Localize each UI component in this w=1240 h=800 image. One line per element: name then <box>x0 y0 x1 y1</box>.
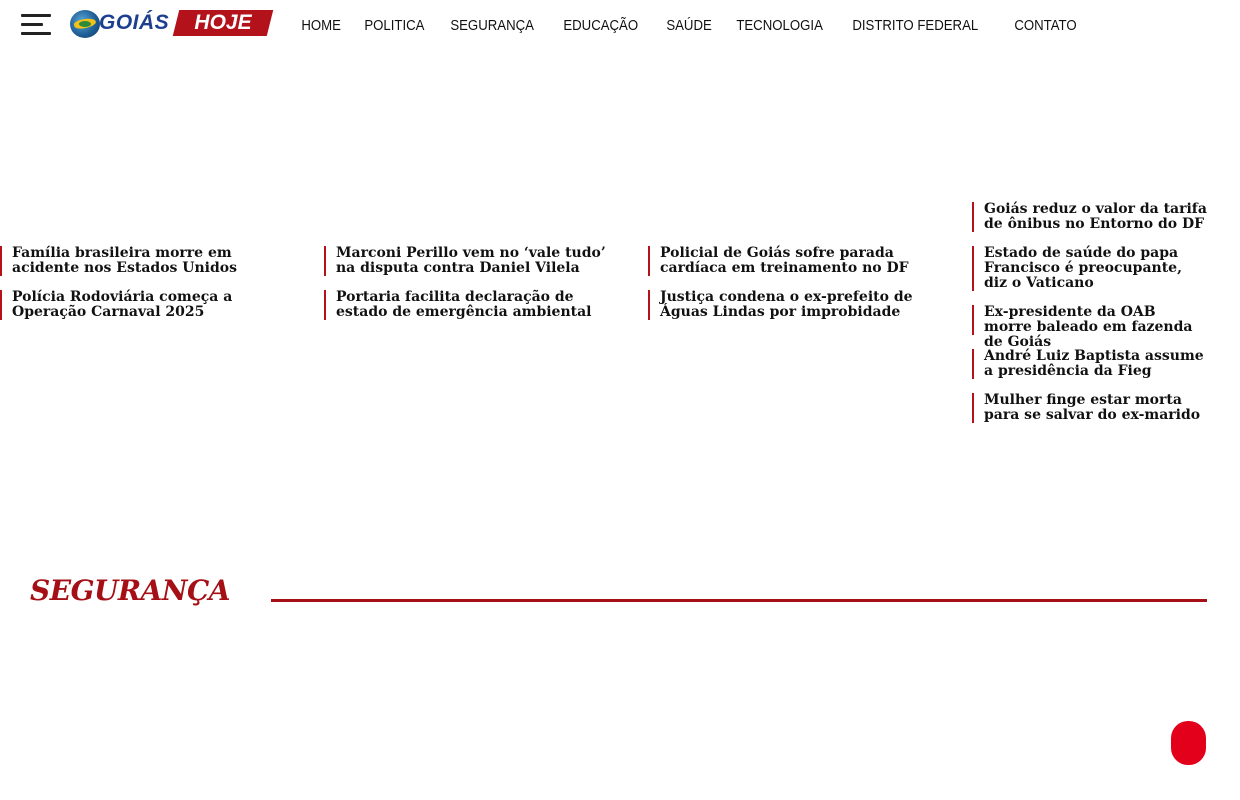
headline-item <box>324 246 624 276</box>
sidebar-link[interactable]: Estado de saúde do papa Francisco é preocupante, diz o Vaticano <box>984 245 1182 291</box>
logo-text: GOIÁS <box>99 11 170 34</box>
sidebar-item <box>972 349 1207 379</box>
menu-icon-line <box>21 23 43 26</box>
headline-item <box>0 290 300 320</box>
menu-icon-line <box>21 14 51 17</box>
nav-distrito-federal[interactable]: DISTRITO FEDERAL <box>852 17 979 34</box>
nav-seguranca[interactable]: SEGURANÇA <box>450 17 535 34</box>
headline-link[interactable]: Marconi Perillo vem no ‘vale tudo’ na disputa contra Daniel Vilela <box>336 245 606 276</box>
globe-icon <box>70 10 100 38</box>
nav-home[interactable]: HOME <box>301 17 341 34</box>
headline-item <box>648 290 913 320</box>
sidebar-item <box>972 304 1207 350</box>
menu-icon[interactable] <box>21 14 51 36</box>
sidebar-link[interactable]: Mulher finge estar morta para se salvar do ex-marido <box>984 392 1201 423</box>
site-header <box>0 0 1240 52</box>
nav-educacao[interactable]: EDUCAÇÃO <box>563 17 639 34</box>
nav-tecnologia[interactable]: TECNOLOGIA <box>736 17 823 34</box>
menu-icon-line <box>21 32 51 35</box>
sidebar-link[interactable]: André Luiz Baptista assume a presidência da Fieg <box>984 348 1204 379</box>
nav-saude[interactable]: SAÚDE <box>666 17 713 34</box>
headline-item <box>648 246 913 276</box>
headline-link[interactable]: Policial de Goiás sofre parada cardíaca em treinamento no DF <box>660 245 909 276</box>
floating-button[interactable] <box>1171 721 1206 765</box>
headline-item <box>0 246 300 276</box>
main-nav <box>289 14 1090 38</box>
sidebar-link[interactable]: Goiás reduz o valor da tarifa de ônibus no Entorno do DF <box>984 201 1207 232</box>
headline-link[interactable]: Justiça condena o ex-prefeito de Águas Lindas por improbidade <box>660 289 913 320</box>
logo-badge <box>173 10 273 36</box>
site-logo[interactable] <box>70 8 270 40</box>
headline-link[interactable]: Família brasileira morre em acidente nos Estados Unidos <box>12 245 237 276</box>
logo-badge-text: HOJE <box>194 11 252 34</box>
nav-contato[interactable]: CONTATO <box>1013 17 1077 34</box>
sidebar-item <box>972 393 1207 423</box>
headline-link[interactable]: Portaria facilita declaração de estado de emergência ambiental <box>336 289 592 320</box>
section-title[interactable]: SEGURANÇA <box>30 574 230 607</box>
nav-politica[interactable]: POLITICA <box>364 17 425 34</box>
headline-link[interactable]: Polícia Rodoviária começa a Operação Carnaval 2025 <box>12 289 233 320</box>
sidebar-item <box>972 246 1207 291</box>
sidebar-item <box>972 202 1207 232</box>
headline-item <box>324 290 624 320</box>
sidebar-link[interactable]: Ex-presidente da OAB morre baleado em fazenda de Goiás <box>984 304 1193 350</box>
section-divider <box>271 599 1207 602</box>
